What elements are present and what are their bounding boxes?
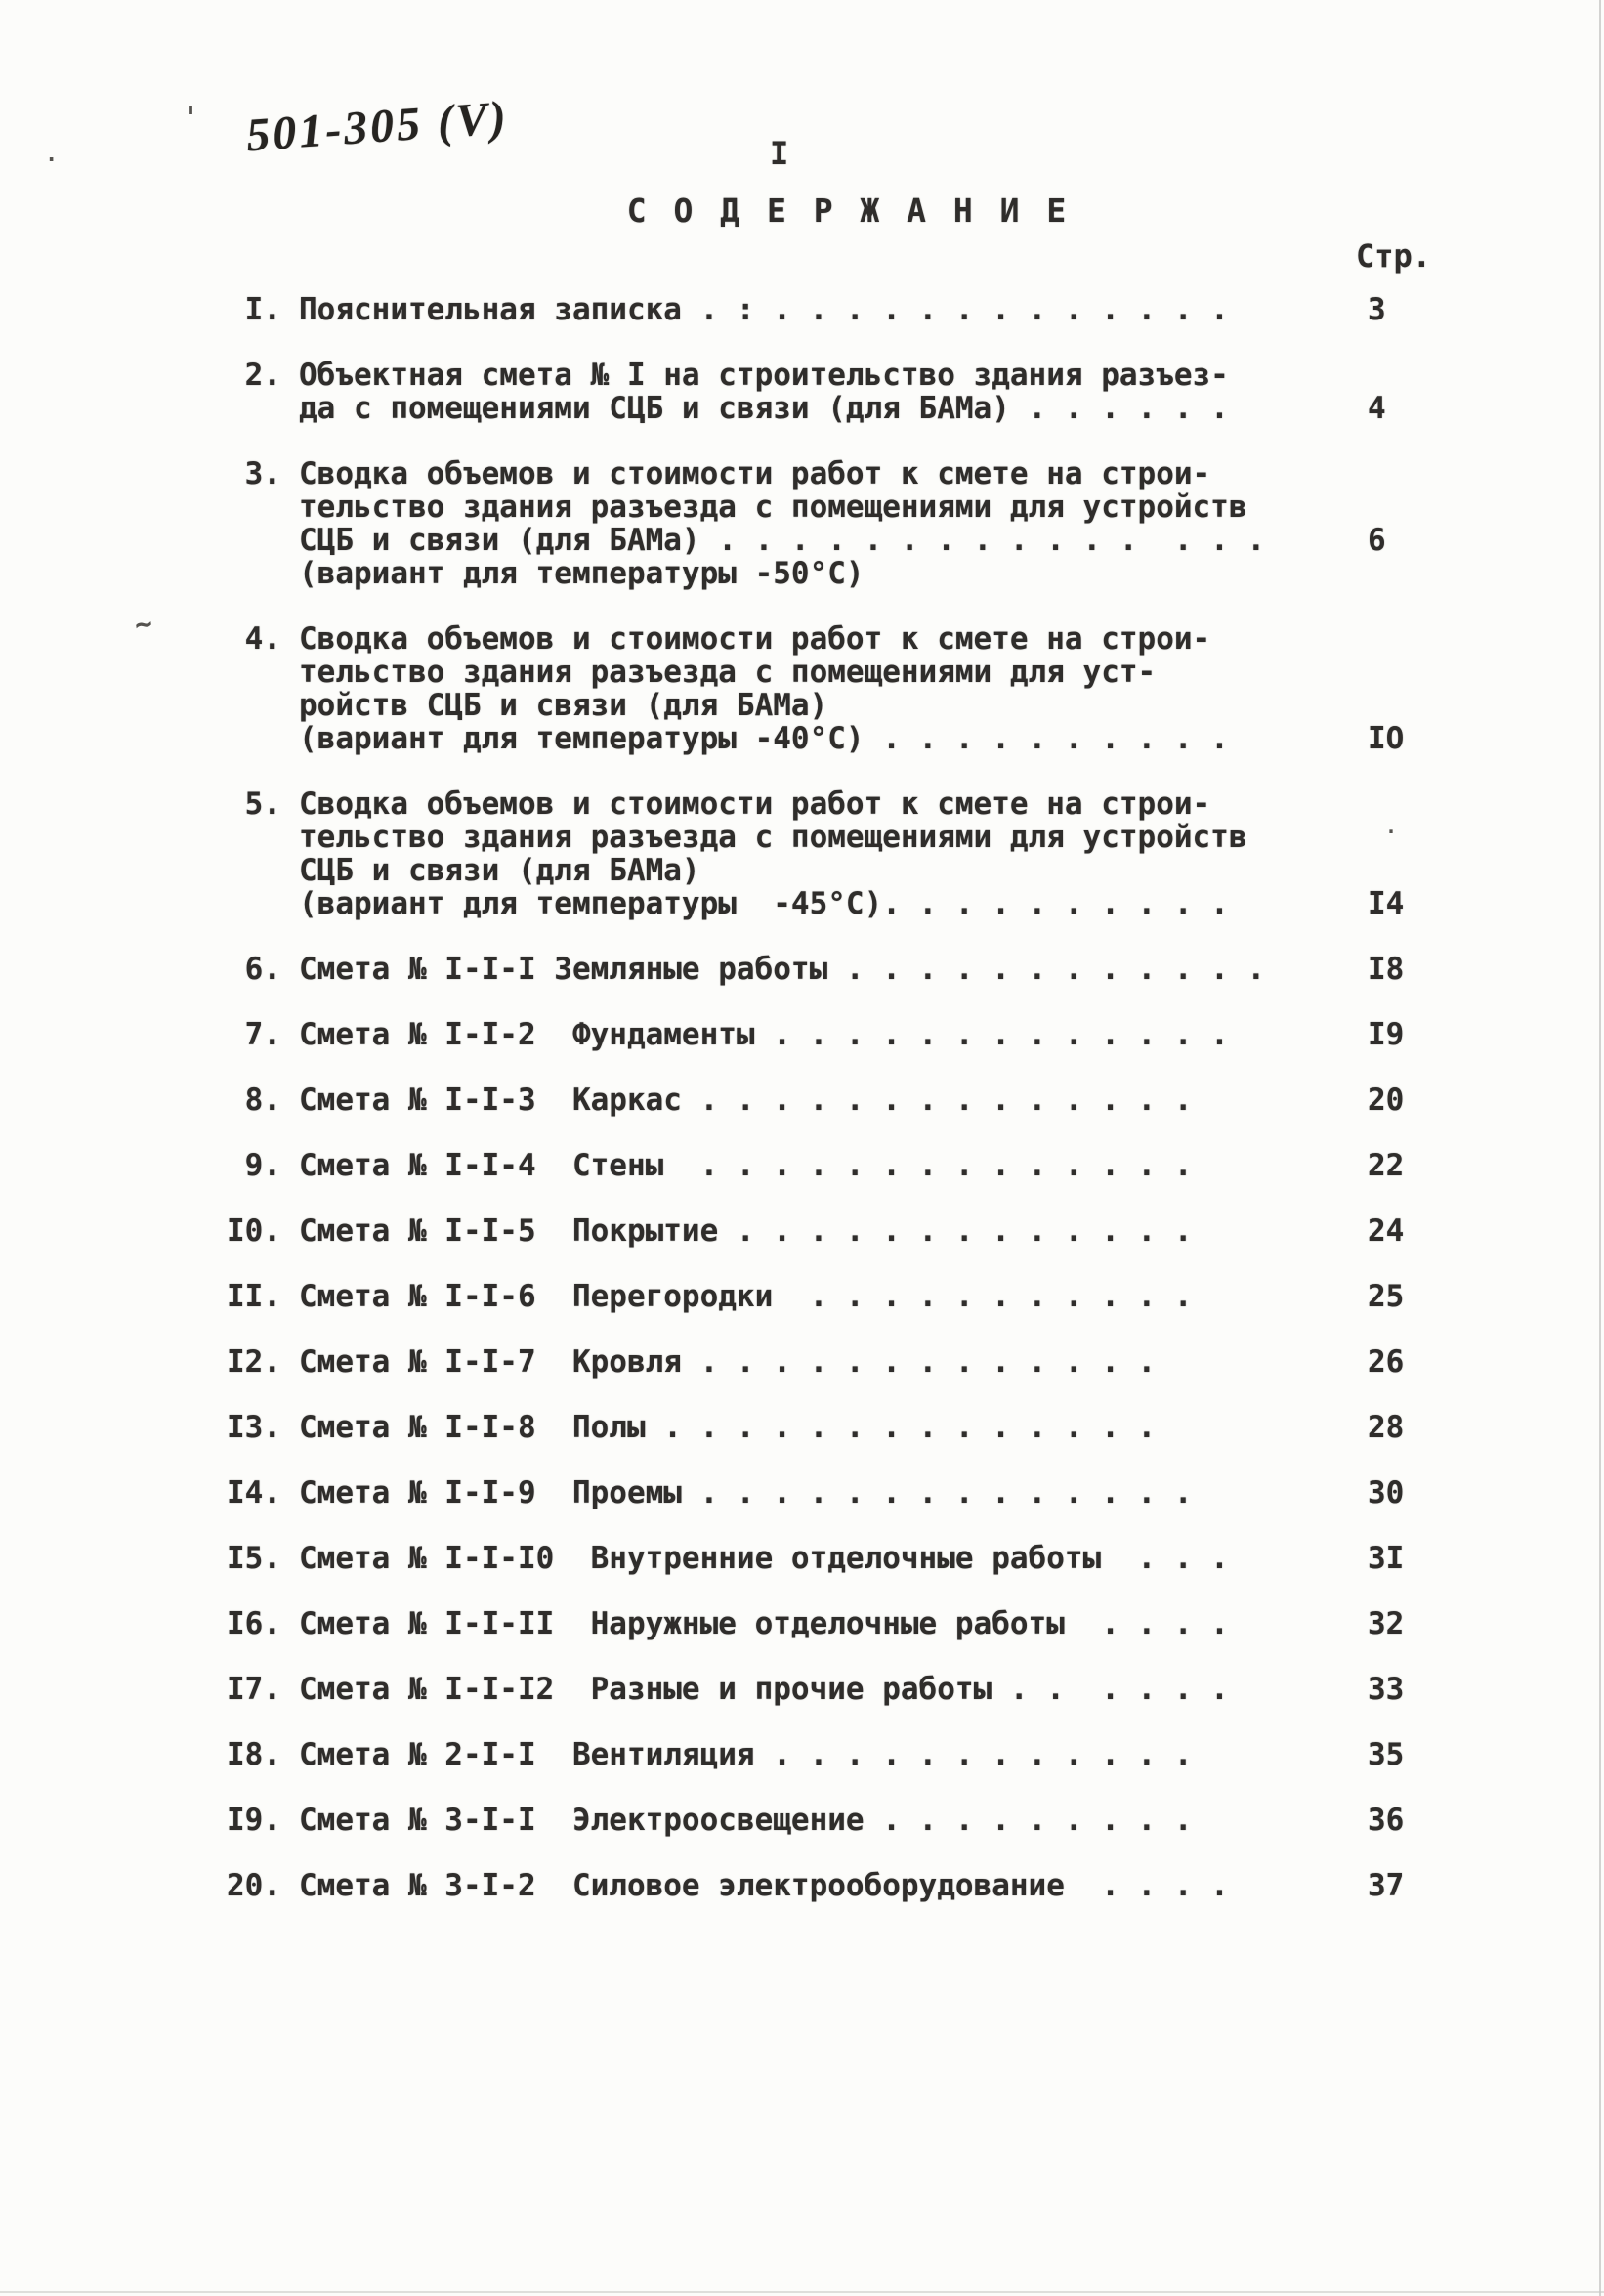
toc-entry-number: I7. — [227, 1672, 281, 1707]
toc-entry-page-number: 37 — [1368, 1868, 1405, 1903]
toc-entry — [195, 1345, 1467, 1379]
toc-entry-number: I6. — [227, 1606, 281, 1641]
toc-entry-line: Смета № I-I-2 Фундаменты . . . . . . . . . . . . . — [299, 1017, 1229, 1052]
toc-entry-text — [299, 1084, 1467, 1117]
toc-entry-text — [299, 293, 1467, 326]
toc-entry-line: Сводка объемов и стоимости работ к смете на строи- — [299, 621, 1211, 657]
page-column-header: Стр. — [1356, 237, 1432, 275]
toc-entry-text — [299, 1018, 1467, 1051]
document-title: С О Д Е Р Ж А Н И Е — [626, 191, 1071, 230]
toc-entry-line: Смета № I-I-I2 Разные и прочие работы . . . . . . — [299, 1672, 1229, 1707]
toc-entry-text — [299, 1804, 1467, 1837]
toc-entry-line: Смета № I-I-6 Перегородки . . . . . . . . . . . — [299, 1279, 1193, 1314]
handwritten-document-code: 501-305 (V) — [244, 91, 511, 162]
toc-entry-text — [299, 622, 1467, 755]
toc-entry — [195, 457, 1467, 590]
scan-artifact-dot: · — [45, 149, 59, 173]
toc-entry-text — [299, 1345, 1467, 1379]
toc-entry-page-number: 36 — [1368, 1803, 1405, 1838]
toc-entry — [195, 787, 1467, 920]
toc-entry-number: I0. — [227, 1213, 281, 1249]
toc-entry-text — [299, 953, 1467, 986]
toc-entry-page-number: 32 — [1368, 1606, 1405, 1641]
toc-entry-text — [299, 1411, 1467, 1444]
toc-entry-number: 7. — [244, 1017, 281, 1052]
toc-entry-page-number: 30 — [1368, 1475, 1405, 1510]
toc-entry — [195, 1542, 1467, 1575]
toc-entry-line: (вариант для температуры -40°С) . . . . . . . . . . — [299, 721, 1229, 756]
toc-entry-number: I3. — [227, 1410, 281, 1445]
toc-entry-line: СЦБ и связи (для БАМа) — [299, 853, 700, 888]
toc-entry-page-number: 28 — [1368, 1410, 1405, 1445]
toc-entry-line: тельство здания разъезда с помещениями для уст- — [299, 655, 1157, 690]
toc-entry-text — [299, 457, 1467, 590]
toc-entry — [195, 1411, 1467, 1444]
scan-artifact-tilde: ~ — [132, 606, 155, 644]
toc-entry — [195, 622, 1467, 755]
toc-entry — [195, 1084, 1467, 1117]
toc-entry-text — [299, 1673, 1467, 1706]
toc-entry — [195, 1673, 1467, 1706]
toc-entry — [195, 953, 1467, 986]
toc-entry-page-number: I9 — [1368, 1017, 1405, 1052]
toc-entry-number: I8. — [227, 1737, 281, 1772]
toc-entry-line: (вариант для температуры -45°С). . . . . . . . . . — [299, 886, 1229, 921]
toc-entry-text — [299, 1542, 1467, 1575]
toc-entry-page-number: 26 — [1368, 1344, 1405, 1380]
toc-entry-number: 8. — [244, 1083, 281, 1118]
toc-entry-text — [299, 1280, 1467, 1313]
toc-entry-line: Смета № I-I-3 Каркас . . . . . . . . . . . . . . — [299, 1083, 1193, 1118]
toc-entry-number: II. — [227, 1279, 281, 1314]
toc-entry-text — [299, 1149, 1467, 1182]
toc-entry-number: I9. — [227, 1803, 281, 1838]
toc-entry — [195, 1149, 1467, 1182]
toc-entry-line: СЦБ и связи (для БАМа) . . . . . . . . . . . . . . . — [299, 523, 1266, 558]
scan-artifact-mark: ' — [182, 102, 200, 136]
toc-entry-number: 3. — [244, 456, 281, 491]
toc-entry-line: Смета № I-I-I Земляные работы . . . . . . . . . . . . — [299, 952, 1266, 987]
toc-entry-line: да с помещениями СЦБ и связи (для БАМа) . . . . . . — [299, 391, 1229, 426]
toc-entry — [195, 1476, 1467, 1509]
toc-entry-page-number: 24 — [1368, 1213, 1405, 1249]
toc-entry — [195, 1607, 1467, 1640]
toc-entry — [195, 1804, 1467, 1837]
toc-entry-line: Смета № I-I-8 Полы . . . . . . . . . . . . . . — [299, 1410, 1157, 1445]
toc-entry — [195, 293, 1467, 326]
scan-artifact-speck: . — [1385, 815, 1398, 838]
toc-entry-page-number: 20 — [1368, 1083, 1405, 1118]
toc-entry-number: I. — [244, 292, 281, 327]
toc-entry-page-number: 3I — [1368, 1541, 1405, 1576]
toc-entry-line: тельство здания разъезда с помещениями для устройств — [299, 820, 1247, 855]
toc-entry-line: Пояснительная записка . : . . . . . . . . . . . . . — [299, 292, 1229, 327]
scan-edge-bottom — [0, 2291, 1604, 2293]
toc-entry — [195, 1280, 1467, 1313]
toc-entry-line: ройств СЦБ и связи (для БАМа) — [299, 688, 828, 723]
toc-entry-number: 5. — [244, 787, 281, 822]
toc-entry-text — [299, 1869, 1467, 1902]
toc-entry-number: I2. — [227, 1344, 281, 1380]
toc-entry — [195, 359, 1467, 425]
toc-entry-number: 6. — [244, 952, 281, 987]
toc-entry-page-number: 33 — [1368, 1672, 1405, 1707]
toc-entry-line: Смета № I-I-7 Кровля . . . . . . . . . . . . . — [299, 1344, 1157, 1380]
toc-entry — [195, 1214, 1467, 1248]
toc-entry-line: Сводка объемов и стоимости работ к смете на строи- — [299, 456, 1211, 491]
toc-entry-text — [299, 359, 1467, 425]
toc-entry-number: 2. — [244, 358, 281, 393]
toc-entry-page-number: 25 — [1368, 1279, 1405, 1314]
toc-entry-text — [299, 1214, 1467, 1248]
toc-entry-line: (вариант для температуры -50°С) — [299, 556, 865, 591]
toc-entry — [195, 1018, 1467, 1051]
toc-entry-line: тельство здания разъезда с помещениями для устройств — [299, 489, 1247, 525]
sheet-number: I — [770, 135, 789, 172]
toc-entry-page-number: 3 — [1368, 292, 1386, 327]
toc-entry-page-number: I4 — [1368, 886, 1405, 921]
toc-entry-text — [299, 787, 1467, 920]
toc-entry — [195, 1869, 1467, 1902]
toc-entry-page-number: 6 — [1368, 523, 1386, 558]
toc-entry-number: 4. — [244, 621, 281, 657]
toc-entry-page-number: IO — [1368, 721, 1405, 756]
toc-entry-page-number: 22 — [1368, 1148, 1405, 1183]
toc-entry-line: Объектная смета № I на строительство здания разъез- — [299, 358, 1229, 393]
toc-entry-line: Смета № 3-I-I Электроосвещение . . . . . . . . . — [299, 1803, 1193, 1838]
toc-entry-text — [299, 1738, 1467, 1771]
toc-entry-line: Смета № I-I-5 Покрытие . . . . . . . . . . . . . — [299, 1213, 1193, 1249]
toc-entry-number: I4. — [227, 1475, 281, 1510]
toc-entry-page-number: I8 — [1368, 952, 1405, 987]
toc-entry-text — [299, 1607, 1467, 1640]
toc-entry-page-number: 35 — [1368, 1737, 1405, 1772]
toc-entry-line: Сводка объемов и стоимости работ к смете на строи- — [299, 787, 1211, 822]
toc-entry-line: Смета № 2-I-I Вентиляция . . . . . . . . . . . . — [299, 1737, 1193, 1772]
toc-entry-number: 20. — [227, 1868, 281, 1903]
table-of-contents — [195, 293, 1467, 1935]
toc-entry-page-number: 4 — [1368, 391, 1386, 426]
toc-entry-line: Смета № I-I-4 Стены . . . . . . . . . . . . . . — [299, 1148, 1193, 1183]
toc-entry-line: Смета № I-I-I0 Внутренние отделочные работы . . . — [299, 1541, 1229, 1576]
toc-entry-number: I5. — [227, 1541, 281, 1576]
toc-entry-line: Смета № I-I-9 Проемы . . . . . . . . . . . . . . — [299, 1475, 1193, 1510]
toc-entry — [195, 1738, 1467, 1771]
toc-entry-line: Смета № 3-I-2 Силовое электрооборудование . . . . — [299, 1868, 1229, 1903]
scan-edge-right — [1599, 0, 1601, 2296]
toc-entry-line: Смета № I-I-II Наружные отделочные работы . . . . — [299, 1606, 1229, 1641]
toc-entry-number: 9. — [244, 1148, 281, 1183]
toc-entry-text — [299, 1476, 1467, 1509]
